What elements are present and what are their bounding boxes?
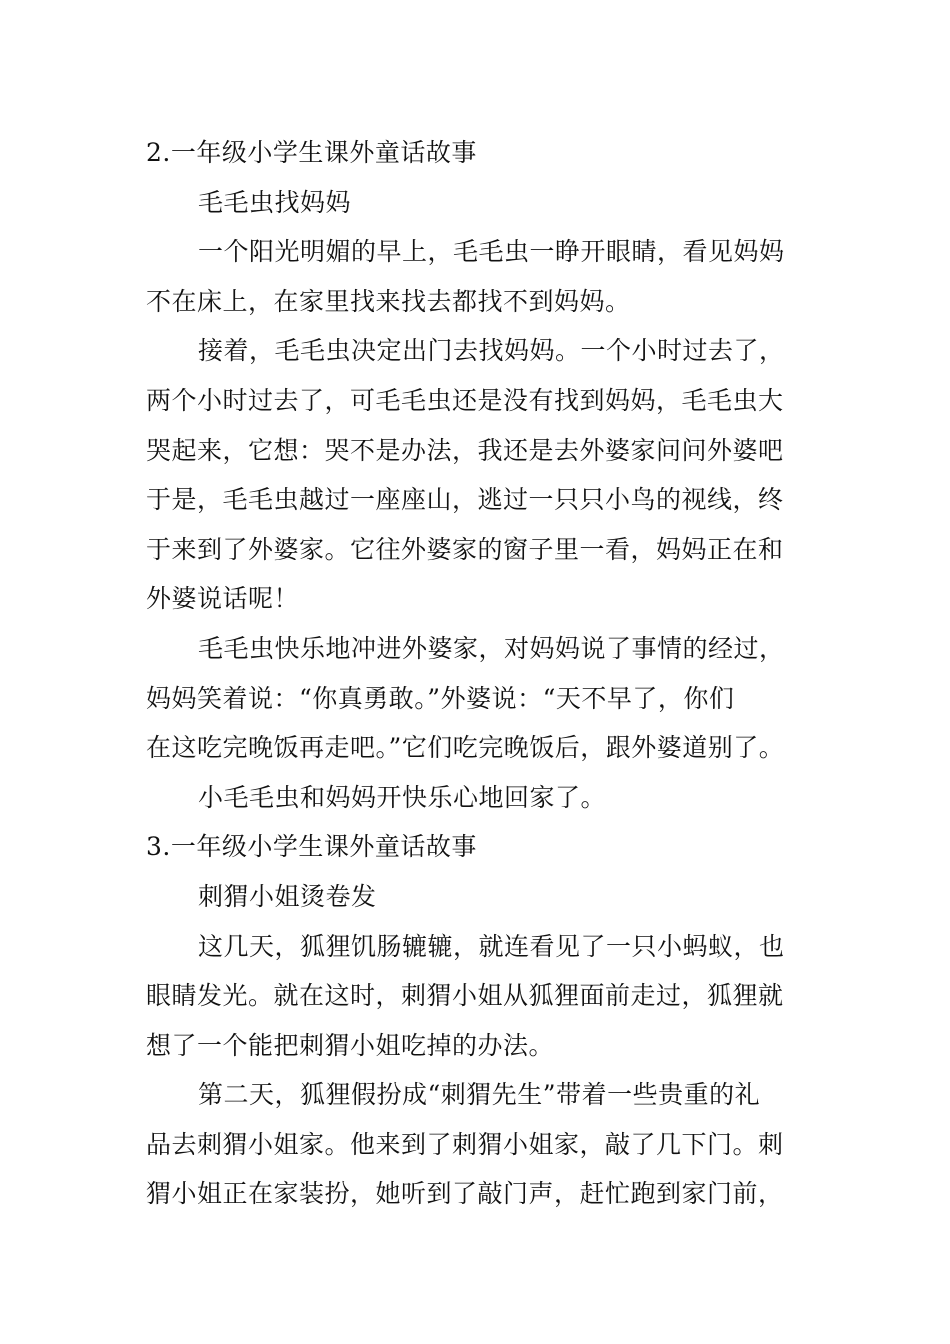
paragraph-line: 小毛毛虫和妈妈开快乐心地回家了。 <box>198 782 607 812</box>
paragraph-line: 于来到了外婆家。它往外婆家的窗子里一看，妈妈正在和 <box>146 534 784 564</box>
paragraph-line: 妈妈笑着说：“你真勇敢。”外婆说：“天不早了，你们 <box>146 683 735 713</box>
paragraph-line: 哭起来，它想：哭不是办法，我还是去外婆家问问外婆吧 <box>146 435 784 465</box>
paragraph-line: 想了一个能把刺猬小姐吃掉的办法。 <box>146 1030 555 1060</box>
paragraph-line: 在这吃完晚饭再走吧。”它们吃完晚饭后，跟外婆道别了。 <box>146 733 785 763</box>
paragraph-line: 品去刺猬小姐家。他来到了刺猬小姐家，敲了几下门。刺 <box>146 1129 784 1159</box>
paragraph-line: 不在床上，在家里找来找去都找不到妈妈。 <box>146 286 631 316</box>
section-heading: 3.一年级小学生课外童话故事 <box>146 832 477 862</box>
paragraph-line: 第二天，狐狸假扮成“刺猬先生”带着一些贵重的礼 <box>198 1080 761 1110</box>
paragraph-line: 猬小姐正在家装扮，她听到了敲门声，赶忙跑到家门前， <box>146 1179 784 1209</box>
story-title: 毛毛虫找妈妈 <box>198 187 352 217</box>
story-title: 刺猬小姐烫卷发 <box>198 881 377 911</box>
paragraph-line: 外婆说话呢！ <box>146 584 300 614</box>
section-heading: 2.一年级小学生课外童话故事 <box>146 138 477 167</box>
paragraph-line: 于是，毛毛虫越过一座座山，逃过一只只小鸟的视线，终 <box>146 485 784 515</box>
paragraph-line: 这几天，狐狸饥肠辘辘，就连看见了一只小蚂蚁，也 <box>198 931 785 961</box>
paragraph-line: 毛毛虫快乐地冲进外婆家，对妈妈说了事情的经过， <box>198 633 785 663</box>
paragraph-line: 两个小时过去了，可毛毛虫还是没有找到妈妈，毛毛虫大 <box>146 385 784 415</box>
document-body <box>146 128 808 1219</box>
paragraph-line: 接着，毛毛虫决定出门去找妈妈。一个小时过去了， <box>198 336 785 366</box>
paragraph-line: 一个阳光明媚的早上，毛毛虫一睁开眼睛，看见妈妈 <box>198 237 785 267</box>
paragraph-line: 眼睛发光。就在这时，刺猬小姐从狐狸面前走过，狐狸就 <box>146 981 784 1011</box>
